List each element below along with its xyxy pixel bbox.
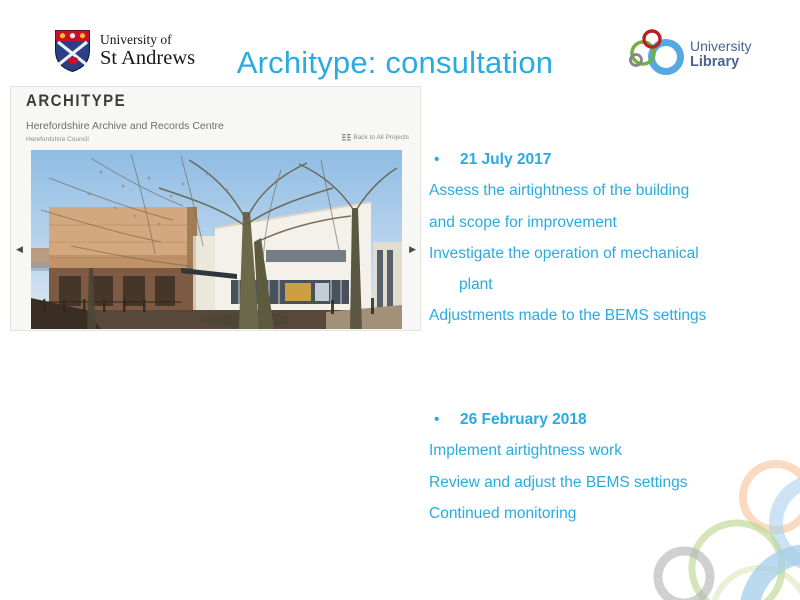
bullet-line: Implement airtightness work	[429, 442, 622, 460]
architype-brand-logo: ARCHITYPE	[26, 92, 127, 111]
st-andrews-crest-icon	[54, 29, 91, 73]
library-rings-icon	[623, 26, 685, 82]
website-subheading: Herefordshire Council	[26, 136, 89, 143]
bullet-line: and scope for improvement	[429, 213, 617, 231]
bullet-date-line	[429, 144, 789, 175]
architype-website-screenshot	[10, 86, 421, 331]
grid-icon	[342, 134, 351, 141]
library-text-line2: Library	[690, 53, 740, 70]
bullet-glyph: •	[434, 151, 440, 168]
back-link-label: Back to All Projects	[353, 134, 409, 141]
page-title: Architype: consultation	[236, 45, 554, 80]
bullet-glyph: •	[434, 411, 440, 428]
carousel-prev-arrow[interactable]: ◀	[16, 244, 23, 254]
website-heading: Herefordshire Archive and Records Centre	[26, 120, 224, 132]
bullet-group-july-2017	[429, 144, 789, 332]
st-andrews-text-line1: University of	[100, 31, 172, 47]
bullet-date: 21 July 2017	[460, 151, 552, 168]
bullet-line: plant	[459, 276, 493, 294]
building-photo	[31, 150, 402, 329]
bullet-line: Assess the airtightness of the building	[429, 182, 690, 200]
carousel-next-arrow[interactable]: ▶	[409, 244, 416, 254]
bullet-date: 26 February 2018	[460, 411, 587, 428]
bullet-line: Adjustments made to the BEMS settings	[429, 307, 707, 325]
st-andrews-text-line2: St Andrews	[100, 46, 196, 69]
back-to-all-projects-link[interactable]	[342, 134, 409, 141]
library-text-line1: University	[690, 37, 752, 54]
bullet-line: Continued monitoring	[429, 504, 577, 522]
bullet-line: Review and adjust the BEMS settings	[429, 473, 688, 491]
university-library-logo	[623, 26, 751, 82]
st-andrews-logo	[54, 29, 195, 73]
bullet-group-february-2018	[429, 404, 789, 529]
bullet-line: Investigate the operation of mechanical	[429, 244, 699, 262]
bullet-date-line	[429, 404, 789, 435]
building-photo-illustration	[31, 150, 402, 329]
